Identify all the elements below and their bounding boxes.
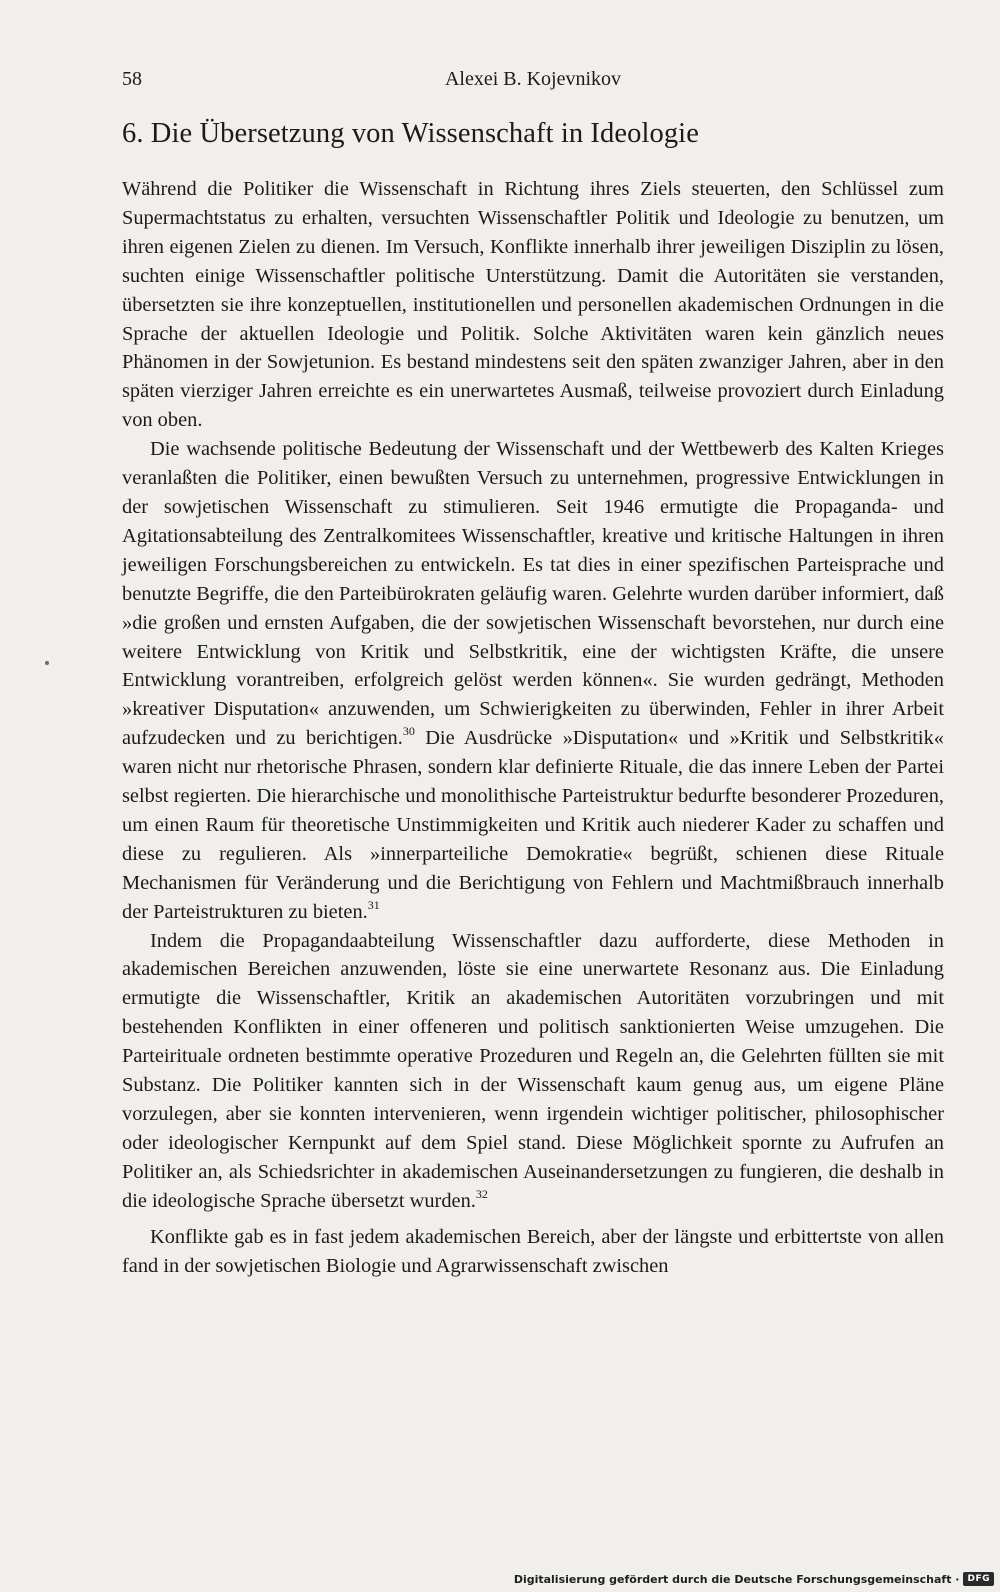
paragraph-text: Konflikte gab es in fast jedem akademischen Bereich, aber der längste und erbittertste von allen fand in der sowjetischen Biologie und Agrarwissenschaft zwischen	[122, 1225, 944, 1277]
footer-credit: Digitalisierung gefördert durch die Deutsche Forschungsgemeinschaft ·	[513, 1572, 960, 1586]
paragraph	[122, 927, 944, 1216]
footnote-marker: 32	[475, 1186, 488, 1201]
paragraph	[122, 175, 944, 435]
paragraph-text: Während die Politiker die Wissenschaft in Richtung ihres Ziels steuerten, den Schlüssel zum Supermachtstatus zu erhalten, versuchten Wissenschaftler Politik und Ideologie zu benutzen, um ihren eigenen Zielen zu dienen. Im Versuch, Konflikte innerhalb ihrer jeweiligen Disziplin zu lösen, suchten einige Wissenschaftler politische Unterstützung. Damit die Autoritäten sie verstanden, übersetzten sie ihre konzeptuellen, institutionellen und personellen akademischen Ordnungen in die Sprache der aktuellen Ideologie und Politik. Solche Aktivitäten waren kein gänzlich neues Phänomen in der Sowjetunion. Es bestand mindestens seit den späten zwanziger Jahren, aber in den späten vierziger Jahren erreichte es ein unerwartetes Ausmaß, teilweise provoziert durch Einladung von oben.	[122, 178, 944, 432]
paragraph	[122, 435, 944, 926]
paragraph	[122, 1223, 944, 1281]
dfg-logo-icon: DFG	[963, 1572, 994, 1586]
running-author: Alexei B. Kojevnikov	[444, 68, 622, 90]
section-title: 6. Die Übersetzung von Wissenschaft in Ideologie	[122, 118, 699, 149]
paragraph-text: Die wachsende politische Bedeutung der Wissenschaft und der Wettbewerb des Kalten Krieges veranlaßten die Politiker, einen bewußten Versuch zu unternehmen, progressive Entwicklungen in der sowjetischen Wissenschaft zu stimulieren. Seit 1946 ermutigte die Propaganda- und Agitationsabteilung des Zentralkomitees Wissenschaftler, kreative und kritische Haltungen in ihren jeweiligen Forschungsbereichen zu entwickeln. Es tat dies in einer spezifischen Parteisprache und benutzte Begriffe, die den Parteibürokraten geläufig waren. Gelehrte wurden darüber informiert, daß »die großen und ernsten Aufgaben, die der sowjetischen Wissenschaft bevorstehen, nur durch eine weitere Entwicklung von Kritik und Selbstkritik, eine der wichtigsten Kräfte, die unsere Entwicklung vorantreiben, erfolgreich gelöst werden können«. Sie wurden gedrängt, Methoden »kreativer Disputation« anzuwenden, um Schwierigkeiten zu überwinden, Fehler in ihrer Arbeit aufzudecken und zu berichtigen.	[122, 438, 944, 750]
running-head	[122, 64, 944, 94]
footnote-marker: 30	[402, 724, 415, 739]
paragraph-text: Die Ausdrücke »Disputation« und »Kritik und Selbstkritik« waren nicht nur rhetorische Phrasen, sondern klar definierte Rituale, die das innere Leben der Partei selbst regierten. Die hierarchische und monolithische Parteistruktur bedurfte besonderer Prozeduren, um einen Raum für theoretische Unstimmigkeiten und Kritik auch niederer Kader zu schaffen und diese zu regulieren. Als »innerparteiliche Demokratie« begrüßt, schienen diese Rituale Mechanismen für Veränderung und die Berichtigung von Fehlern und Machtmißbrauch innerhalb der Parteistrukturen zu bieten.	[122, 727, 944, 923]
digitization-footer	[0, 1566, 1000, 1592]
page-number: 58	[122, 68, 142, 90]
footnote-marker: 31	[367, 897, 380, 912]
scan-speck	[45, 661, 49, 665]
paragraph-text: Indem die Propagandaabteilung Wissenschaftler dazu aufforderte, diese Methoden in akademischen Bereichen anzuwenden, löste sie eine unerwartete Resonanz aus. Die Einladung ermutigte die Wissenschaftler, Kritik an akademischen Autoritäten vorzubringen und mit bestehenden Konflikten in einer offeneren und politisch sanktionierten Weise umzugehen. Die Parteirituale ordneten bestimmte operative Prozeduren und Regeln an, die Gelehrten füllten sie mit Substanz. Die Politiker kannten sich in der Wissenschaft kaum genug aus, um eigene Pläne vorzulegen, aber sie konnten intervenieren, wenn irgendein wichtiger politischer, philosophischer oder ideologischer Kernpunkt auf dem Spiel stand. Diese Möglichkeit spornte zu Aufrufen an Politiker an, als Schiedsrichter in akademischen Auseinandersetzungen zu fungieren, die deshalb in die ideologische Sprache übersetzt wurden.	[122, 929, 944, 1212]
body-text	[122, 175, 944, 1280]
